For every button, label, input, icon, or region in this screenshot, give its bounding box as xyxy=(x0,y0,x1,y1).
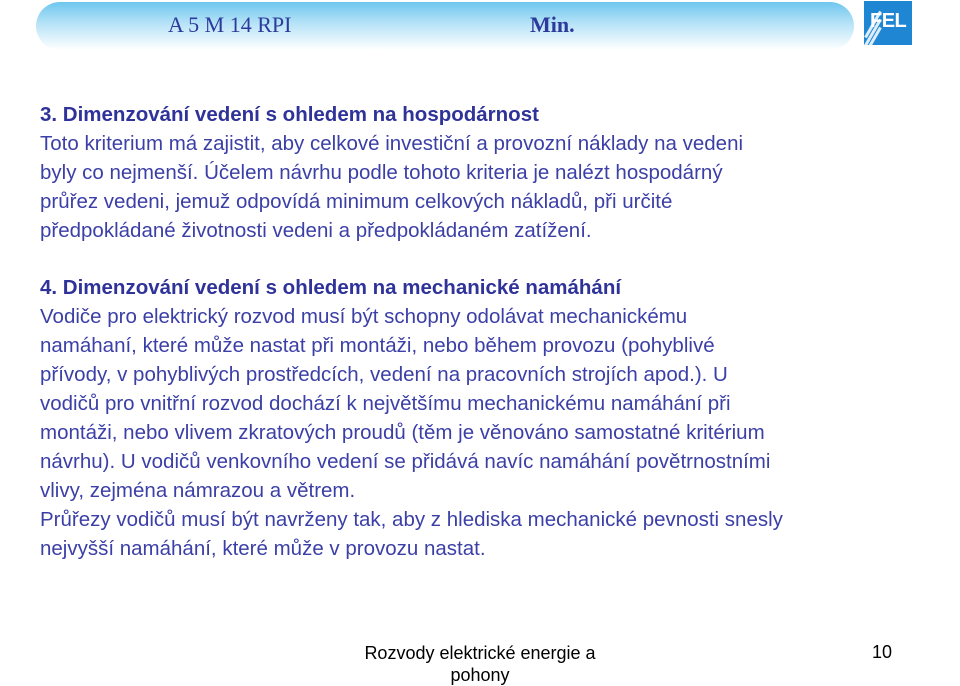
section-4-line: návrhu). U vodičů venkovního vedení se přidává navíc namáhání povětrnostními xyxy=(40,450,771,473)
section-4-line: vlivy, zejména námrazou a větrem. xyxy=(40,479,356,502)
section-3-line: Toto kriterium má zajistit, aby celkové investiční a provozní náklady na vedeni xyxy=(40,132,744,155)
section-3-line: průřez vedeni, jemuž odpovídá minimum celkových nákladů, při určité xyxy=(40,190,673,213)
section-4-line: vodičů pro vnitřní rozvod dochází k největšímu mechanickému namáhání při xyxy=(40,392,731,415)
fel-logo xyxy=(864,1,912,45)
slide-content xyxy=(40,100,920,563)
section-4-line: Průřezy vodičů musí být navrženy tak, aby z hlediska mechanické pevnosti snesly xyxy=(40,508,783,531)
footer-line-2: pohony xyxy=(450,665,510,685)
section-4-line: montáži, nebo vlivem zkratových proudů (těm je věnováno samostatné kritérium xyxy=(40,421,765,444)
section-4-line: nejvyšší namáhání, které může v provozu nastat. xyxy=(40,537,486,560)
page-number: 10 xyxy=(872,642,893,662)
course-code: A 5 M 14 RPI xyxy=(168,12,292,37)
logo-text: FEL xyxy=(870,10,907,32)
section-4-line: namáhaní, které může nastat při montáži, nebo během provozu (pohyblivé xyxy=(40,334,715,357)
header-min-label: Min. xyxy=(530,12,575,37)
footer-title xyxy=(330,642,630,686)
section-gap xyxy=(40,245,920,273)
footer-line-1: Rozvody elektrické energie a xyxy=(364,643,596,663)
section-4-line: přívody, v pohyblivých prostředcích, vedení na pracovních strojích apod.). U xyxy=(40,363,728,386)
section-4-heading: 4. Dimenzování vedení s ohledem na mechanické namáhání xyxy=(40,276,622,299)
section-3-line: byly co nejmenší. Účelem návrhu podle tohoto kriteria je nalézt hospodárný xyxy=(40,161,723,184)
section-3-heading: 3. Dimenzování vedení s ohledem na hospodárnost xyxy=(40,103,539,126)
section-3-line: předpokládané životnosti vedeni a předpokládaném zatížení. xyxy=(40,219,592,242)
header-band xyxy=(36,2,854,50)
section-4-line: Vodiče pro elektrický rozvod musí být schopny odolávat mechanickému xyxy=(40,305,688,328)
